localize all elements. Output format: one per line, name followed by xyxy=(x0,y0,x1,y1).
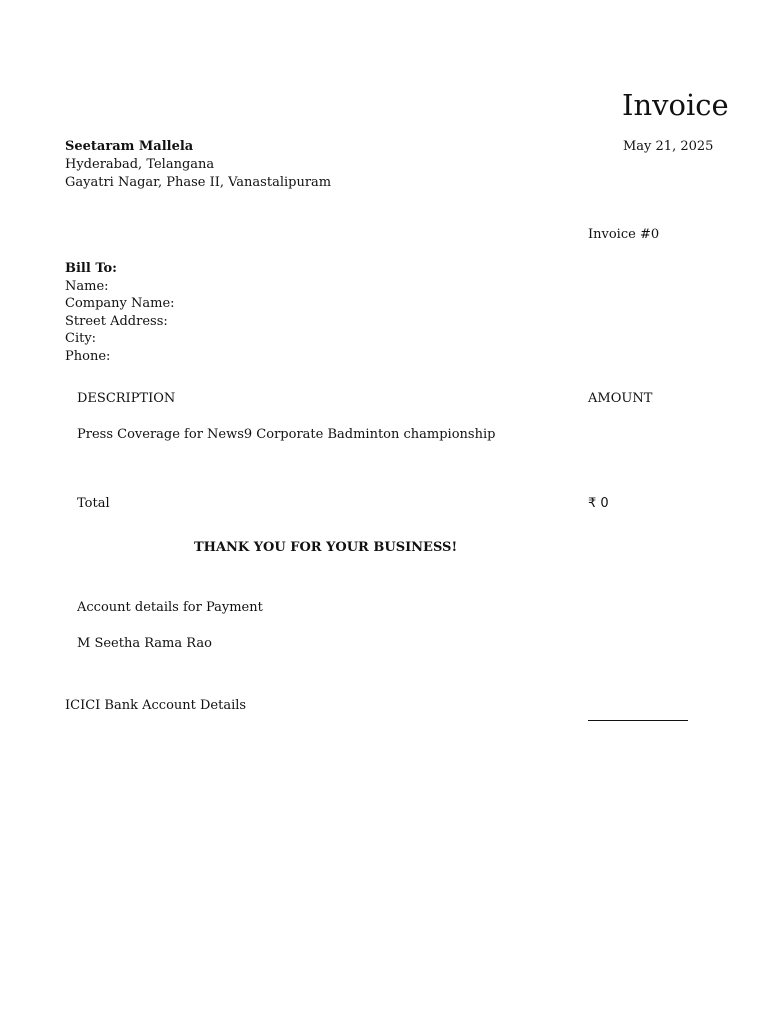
amount-column-header: AMOUNT xyxy=(588,391,653,406)
invoice-date: May 21, 2025 xyxy=(623,139,714,154)
sender-name: Seetaram Mallela xyxy=(65,139,194,154)
item-description: Press Coverage for News9 Corporate Badminton championship xyxy=(77,427,496,442)
description-column-header: DESCRIPTION xyxy=(77,391,176,406)
total-label: Total xyxy=(77,496,110,511)
total-value: ₹ 0 xyxy=(588,496,609,511)
bill-to-company-label: Company Name: xyxy=(65,296,175,311)
payment-account-name: M Seetha Rama Rao xyxy=(77,636,212,651)
bank-account-details: ICICI Bank Account Details xyxy=(65,698,247,713)
bill-to-phone-label: Phone: xyxy=(65,349,111,364)
sender-address-line2: Gayatri Nagar, Phase II, Vanastalipuram xyxy=(65,175,332,190)
thank-you-message: THANK YOU FOR YOUR BUSINESS! xyxy=(194,540,458,555)
bill-to-city-label: City: xyxy=(65,331,97,346)
signature-line xyxy=(588,720,688,721)
bill-to-name-label: Name: xyxy=(65,279,109,294)
payment-heading: Account details for Payment xyxy=(77,600,263,615)
bill-to-heading: Bill To: xyxy=(65,261,117,276)
sender-address-line1: Hyderabad, Telangana xyxy=(65,157,215,172)
invoice-title: Invoice xyxy=(622,88,729,122)
invoice-number: Invoice #0 xyxy=(588,227,660,242)
bill-to-street-label: Street Address: xyxy=(65,314,168,329)
